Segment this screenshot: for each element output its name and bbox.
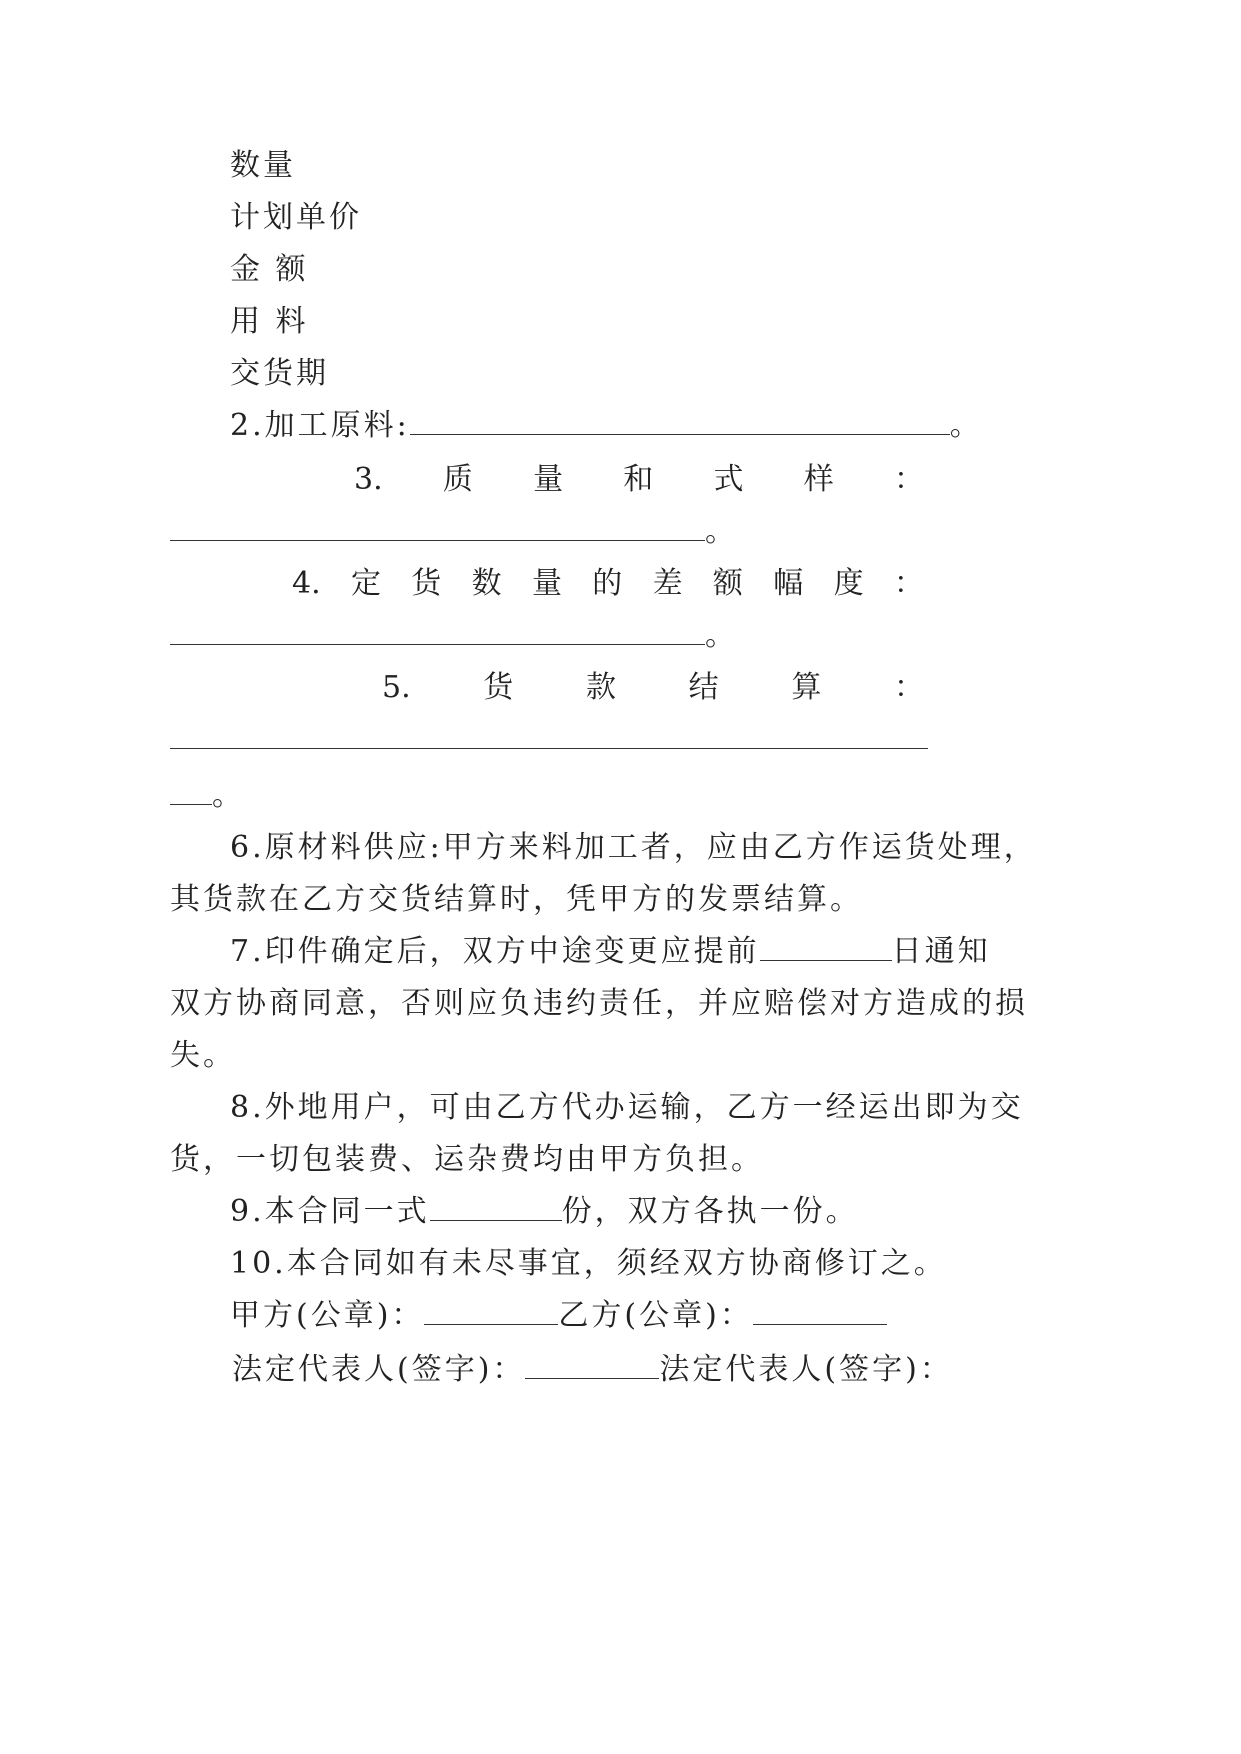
party-b-seal-label: 乙方(公章)： — [558, 1298, 753, 1333]
copies-blank — [430, 1192, 562, 1221]
clause-5-end: 。 — [212, 778, 245, 813]
clause-2-label: 2.加工原料: — [230, 408, 410, 443]
clause-3-part: 式 — [713, 462, 744, 497]
clause-4-part: 差 — [652, 566, 683, 601]
clause-5-part: 货 — [483, 670, 514, 705]
notice-days-blank — [760, 932, 892, 961]
item-amount: 金 额 — [230, 252, 309, 287]
item-unit-price: 计划单价 — [230, 200, 362, 235]
clause-4-part: 量 — [531, 566, 562, 601]
seal-line — [230, 1296, 887, 1336]
clause-4-line2 — [170, 616, 738, 656]
item-delivery: 交货期 — [230, 356, 329, 391]
clause-9 — [230, 1192, 859, 1232]
clause-5-part: 结 — [688, 670, 719, 705]
clause-2 — [230, 406, 983, 446]
clause-4-part: 4. — [292, 566, 321, 601]
clause-8-line2: 货，一切包装费、运杂费均由甲方负担。 — [170, 1142, 764, 1177]
party-a-seal-blank — [424, 1296, 558, 1325]
raw-material-blank — [410, 406, 950, 435]
clause-2-end: 。 — [949, 408, 983, 443]
clause-9-start: 9.本合同一式 — [230, 1194, 430, 1229]
clause-5 — [382, 668, 924, 708]
payment-blank-tail — [170, 776, 212, 805]
clause-3-line2 — [170, 512, 738, 552]
clause-7-end: 日通知 — [891, 934, 991, 969]
party-a-seal-label: 甲方(公章)： — [230, 1298, 425, 1333]
clause-3-part: 3. — [354, 462, 383, 497]
clause-7-line3: 失。 — [170, 1038, 236, 1073]
clause-5-part: 5. — [382, 670, 411, 705]
quantity-tolerance-blank — [170, 616, 705, 645]
clause-8-line1: 8.外地用户，可由乙方代办运输，乙方一经运出即为交 — [230, 1090, 1024, 1125]
clause-6-line2: 其货款在乙方交货结算时，凭甲方的发票结算。 — [170, 882, 863, 917]
clause-3-part: ： — [893, 462, 924, 497]
party-b-rep-label: 法定代表人(签字)： — [659, 1352, 953, 1387]
clause-7-start: 7.印件确定后，双方中途变更应提前 — [230, 934, 760, 969]
clause-3 — [354, 460, 924, 500]
clause-4-part: 额 — [712, 566, 743, 601]
clause-5-line3 — [170, 776, 245, 816]
clause-4-end: 。 — [705, 618, 738, 653]
clause-9-end: 份，双方各执一份。 — [561, 1194, 859, 1229]
clause-4-part: 的 — [592, 566, 623, 601]
clause-7-line2: 双方协商同意，否则应负违约责任，并应赔偿对方造成的损 — [170, 986, 1028, 1021]
party-a-rep-blank — [525, 1350, 659, 1379]
clause-4-part: 幅 — [773, 566, 804, 601]
clause-3-part: 样 — [803, 462, 834, 497]
clause-4-part: 度 — [833, 566, 864, 601]
item-quantity: 数量 — [230, 148, 296, 183]
clause-5-part: 款 — [585, 670, 616, 705]
clause-3-part: 量 — [533, 462, 564, 497]
party-b-seal-blank — [753, 1296, 887, 1325]
clause-10: 10.本合同如有未尽事宜，须经双方协商修订之。 — [230, 1246, 947, 1281]
clause-7-line1 — [230, 932, 991, 972]
clause-4-part: 货 — [411, 566, 442, 601]
clause-4-part: ： — [893, 566, 924, 601]
clause-5-part: ： — [893, 670, 924, 705]
clause-4-part: 定 — [350, 566, 381, 601]
clause-4-part: 数 — [471, 566, 502, 601]
item-material: 用 料 — [230, 304, 309, 339]
clause-3-part: 和 — [623, 462, 654, 497]
quality-blank — [170, 512, 705, 541]
payment-blank-line — [170, 748, 928, 749]
representative-line — [232, 1350, 953, 1390]
party-a-rep-label: 法定代表人(签字)： — [232, 1352, 526, 1387]
clause-5-part: 算 — [791, 670, 822, 705]
clause-4 — [292, 564, 924, 604]
clause-6-line1: 6.原材料供应:甲方来料加工者，应由乙方作运货处理， — [230, 830, 1037, 865]
clause-3-end: 。 — [705, 514, 738, 549]
clause-3-part: 质 — [442, 462, 473, 497]
